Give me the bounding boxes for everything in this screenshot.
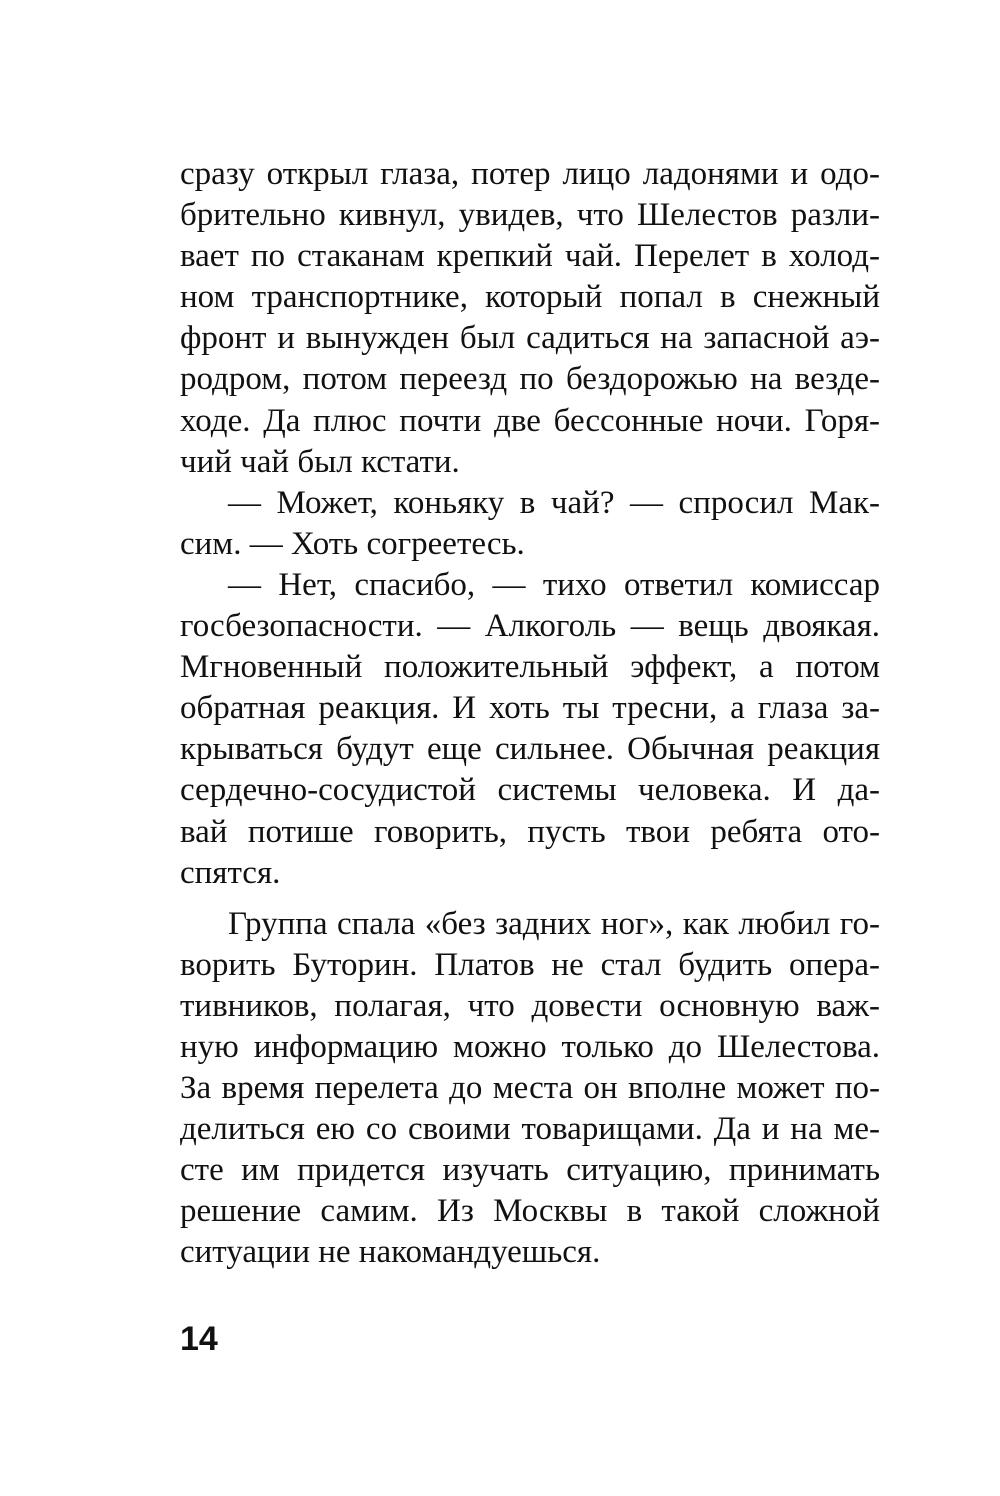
text-line: фронт и вынужден был садиться на запасной аэ- <box>180 320 880 357</box>
text-line: решение самим. Из Москвы в такой сложной <box>180 1193 880 1230</box>
text-line: ную информацию можно только до Шелестова. <box>180 1028 880 1065</box>
text-line: спятся. <box>180 854 281 891</box>
text-line: сте им придется изучать ситуацию, принимать <box>180 1152 880 1189</box>
text-line: сим. — Хоть согреетесь. <box>180 525 525 562</box>
text-line: крываться будут еще сильнее. Обычная реакция <box>180 731 880 768</box>
text-line: сразу открыл глаза, потер лицо ладонями и одо- <box>180 156 880 192</box>
page-number: 14 <box>180 1320 218 1358</box>
text-line: родром, потом переезд по бездорожью на везде- <box>180 361 880 398</box>
text-line: ворить Буторин. Платов не стал будить опера- <box>180 946 880 983</box>
text-line: ситуации не накомандуешься. <box>180 1234 601 1271</box>
text-line: чий чай был кстати. <box>180 443 460 480</box>
body-text <box>180 154 880 1274</box>
text-line: ном транспортнике, который попал в снежный <box>180 279 880 316</box>
dialogue-line: — Может, коньяку в чай? — спросил Мак- <box>228 484 880 521</box>
text-line: обратная реакция. И хоть ты тресни, а глаза за- <box>180 690 880 727</box>
text-line: сердечно-сосудистой системы человека. И да- <box>180 772 880 809</box>
paragraph-start-line: Группа спала «без задних ног», как любил го- <box>228 905 880 942</box>
text-line: госбезопасности. — Алкоголь — вещь двоякая. <box>180 608 880 645</box>
text-line: вает по стаканам крепкий чай. Перелет в холод- <box>180 238 880 275</box>
text-line: ходе. Да плюс почти две бессонные ночи. Горя- <box>180 402 880 439</box>
text-line: тивников, полагая, что довести основную важ- <box>180 987 880 1024</box>
text-line: вай потише говорить, пусть твои ребята ото- <box>180 813 880 850</box>
paragraph-gap <box>180 894 880 904</box>
dialogue-line: — Нет, спасибо, — тихо ответил комиссар <box>228 566 880 603</box>
text-line: За время перелета до места он вполне может по- <box>180 1070 880 1107</box>
text-line: Мгновенный положительный эффект, а потом <box>180 649 880 686</box>
text-line: брительно кивнул, увидев, что Шелестов разли- <box>180 197 880 234</box>
text-line: делиться ею со своими товарищами. Да и на ме- <box>180 1111 880 1148</box>
